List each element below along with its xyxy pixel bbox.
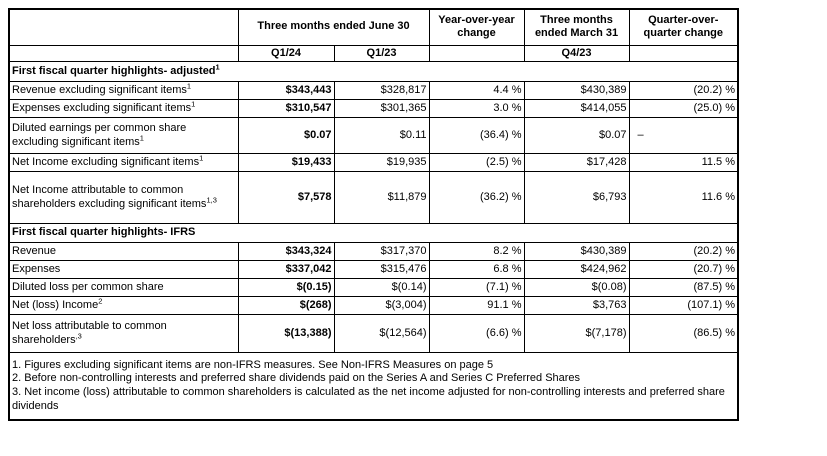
value-q1-23: $(12,564) — [334, 315, 429, 353]
table-header-row-quarters — [9, 45, 738, 62]
row-label: Net Income excluding significant items$^1$ — [9, 154, 238, 172]
header-q4-23: Q4/23 — [524, 45, 629, 62]
value-qoq: 11.5 % — [629, 154, 738, 172]
value-yoy: (7.1) % — [429, 279, 524, 297]
value-q1-23: $(3,004) — [334, 297, 429, 315]
table-row-net-loss-income-ifrs — [9, 297, 738, 315]
quarterly-highlights-table — [8, 8, 739, 421]
footnote-1: 1. Figures excluding significant items are non-IFRS measures. See Non-IFRS Measures on page 5 — [12, 358, 494, 371]
header-q1-24: Q1/24 — [238, 45, 334, 62]
row-label: Revenue — [9, 243, 238, 261]
header-q1-23: Q1/23 — [334, 45, 429, 62]
value-q4-23: $430,389 — [524, 82, 629, 100]
header-group-march: Three months ended March 31 — [524, 9, 629, 45]
table-row-net-income-common-adjusted — [9, 172, 738, 224]
value-q4-23: $0.07 — [524, 118, 629, 154]
value-qoq: (87.5) % — [629, 279, 738, 297]
row-label: Expenses — [9, 261, 238, 279]
value-q1-24: $(13,388) — [238, 315, 334, 353]
value-yoy: 91.1 % — [429, 297, 524, 315]
table-row-expenses-ifrs — [9, 261, 738, 279]
value-q1-23: $19,935 — [334, 154, 429, 172]
value-q1-24: $343,443 — [238, 82, 334, 100]
row-label: Net (loss) Income$^2$ — [9, 297, 238, 315]
value-yoy: 6.8 % — [429, 261, 524, 279]
header-empty-corner — [9, 9, 238, 45]
value-q1-24: $(268) — [238, 297, 334, 315]
table-header-row-groups — [9, 9, 738, 45]
section-title-ifrs — [9, 224, 738, 243]
value-q4-23: $17,428 — [524, 154, 629, 172]
value-qoq-dash: – — [629, 118, 738, 154]
value-q1-23: $328,817 — [334, 82, 429, 100]
value-q1-23: $317,370 — [334, 243, 429, 261]
table-row-diluted-eps-adjusted — [9, 118, 738, 154]
value-qoq: (25.0) % — [629, 100, 738, 118]
table-row-revenue-adjusted — [9, 82, 738, 100]
value-q4-23: $414,055 — [524, 100, 629, 118]
value-qoq: (20.7) % — [629, 261, 738, 279]
value-q1-23: $(0.14) — [334, 279, 429, 297]
value-q1-24: $19,433 — [238, 154, 334, 172]
value-q1-23: $0.11 — [334, 118, 429, 154]
value-yoy: (2.5) % — [429, 154, 524, 172]
value-q4-23: $430,389 — [524, 243, 629, 261]
value-qoq: (20.2) % — [629, 82, 738, 100]
value-q1-24: $7,578 — [238, 172, 334, 224]
footnote-3: 3. Net income (loss) attributable to common shareholders is calculated as the net income adjusted for non-controlling interests and preferred share dividends — [12, 386, 725, 412]
value-q4-23: $6,793 — [524, 172, 629, 224]
footnotes-row — [9, 353, 738, 420]
value-q1-24: $0.07 — [238, 118, 334, 154]
row-label: Net Income attributable to common shareholders excluding significant items$^{1,3}$ — [9, 172, 238, 224]
row-label: Diluted earnings per common share excluding significant items$^1$ — [9, 118, 238, 154]
value-qoq: (86.5) % — [629, 315, 738, 353]
value-q4-23: $3,763 — [524, 297, 629, 315]
row-label: Revenue excluding significant items$^1$ — [9, 82, 238, 100]
value-q4-23: $424,962 — [524, 261, 629, 279]
value-q4-23: $(7,178) — [524, 315, 629, 353]
section-title-text: First fiscal quarter highlights- IFRS — [12, 226, 196, 239]
value-q4-23: $(0.08) — [524, 279, 629, 297]
value-yoy: 8.2 % — [429, 243, 524, 261]
header-empty-yoy — [429, 45, 524, 62]
value-q1-24: $343,324 — [238, 243, 334, 261]
table-row-net-loss-common-ifrs — [9, 315, 738, 353]
financial-highlights-page — [0, 8, 827, 456]
value-q1-23: $315,476 — [334, 261, 429, 279]
table-row-diluted-loss-ifrs — [9, 279, 738, 297]
value-yoy: (36.2) % — [429, 172, 524, 224]
footnotes-cell — [9, 353, 738, 420]
header-yoy-change: Year-over-year change — [429, 9, 524, 45]
footnote-2: 2. Before non-controlling interests and preferred share dividends paid on the Series A and Series C Preferred Shares — [12, 372, 581, 385]
value-qoq: (107.1) % — [629, 297, 738, 315]
header-empty-label — [9, 45, 238, 62]
section-header-ifrs — [9, 224, 738, 243]
value-yoy: 3.0 % — [429, 100, 524, 118]
section-title-superscript: 1 — [215, 62, 220, 72]
value-yoy: (36.4) % — [429, 118, 524, 154]
value-q1-23: $301,365 — [334, 100, 429, 118]
section-title-text: First fiscal quarter highlights- adjusted — [12, 64, 216, 77]
value-qoq: (20.2) % — [629, 243, 738, 261]
table-row-revenue-ifrs — [9, 243, 738, 261]
section-title-adjusted — [9, 62, 738, 82]
row-label: Diluted loss per common share — [9, 279, 238, 297]
value-q1-24: $310,547 — [238, 100, 334, 118]
row-label: Expenses excluding significant items$^1$ — [9, 100, 238, 118]
header-group-june: Three months ended June 30 — [238, 9, 429, 45]
table-row-expenses-adjusted — [9, 100, 738, 118]
value-yoy: 4.4 % — [429, 82, 524, 100]
value-yoy: (6.6) % — [429, 315, 524, 353]
value-q1-24: $337,042 — [238, 261, 334, 279]
header-qoq-change: Quarter-over-quarter change — [629, 9, 738, 45]
value-q1-23: $11,879 — [334, 172, 429, 224]
value-qoq: 11.6 % — [629, 172, 738, 224]
header-empty-qoq — [629, 45, 738, 62]
table-row-net-income-adjusted — [9, 154, 738, 172]
value-q1-24: $(0.15) — [238, 279, 334, 297]
section-header-adjusted — [9, 62, 738, 82]
row-label: Net loss attributable to common shareholders$^{,3}$ — [9, 315, 238, 353]
